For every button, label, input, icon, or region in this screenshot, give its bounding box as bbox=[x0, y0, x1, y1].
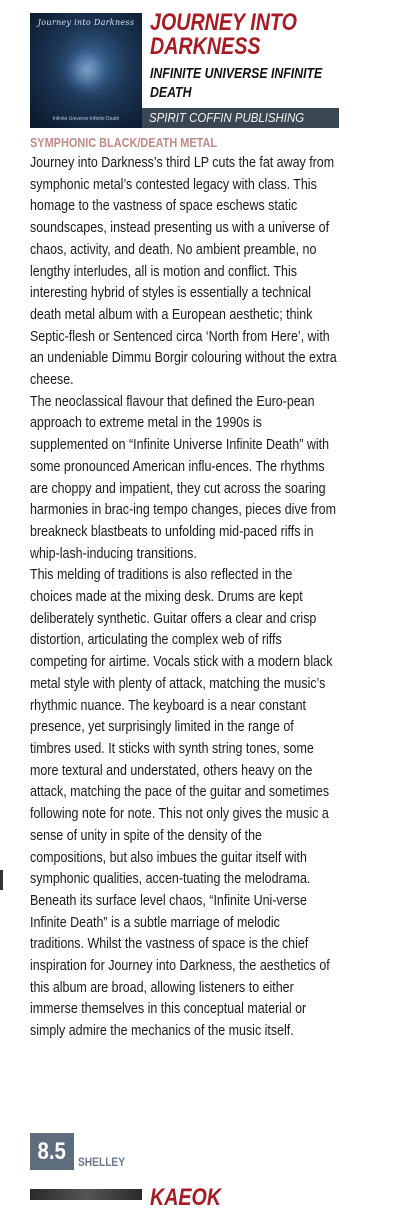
review-paragraph: Beneath its surface level chaos, “Infinite Uni-verse Infinite Death” is a subtle marriage of melodic traditions. Whilst the vastness of space is the chief inspiration for Journey into Darkness, the aesthetics of this album are broad, allowing listeners to either immerse themselves in this conceptual material or simply admire the mechanics of the music itself. bbox=[30, 891, 330, 1040]
review-paragraph: Journey into Darkness’s third LP cuts the fat away from symphonic metal’s contested legacy with class. This homage to the vastness of space eschews static soundscapes, instead presenting us with a universe of chaos, activity, and death. No ambient preamble, no lengthy interludes, all is motion and conflict. This interesting hybrid of styles is essentially a technical death metal album with a European aesthetic; think Septic-flesh or Sentenced circa ‘North from Here’, with an undeniable Dimmu Borgir colouring without the extra cheese. bbox=[30, 154, 337, 389]
page-edge-mark bbox=[0, 870, 3, 890]
record-label: SPIRIT COFFIN PUBLISHING bbox=[149, 110, 305, 125]
cover-band-logo: Journey into Darkness bbox=[37, 18, 135, 27]
review-body bbox=[30, 152, 337, 1042]
review-paragraph: The neoclassical flavour that defined the Euro-pean approach to extreme metal in the 1990s is supplemented on “Infinite Universe Infinite Death” with some pronounced American influ-ences. The rhythms are choppy and impatient, they cut across the soaring harmonies in brac-ing tempo changes, pieces dive from breakneck blastbeats to unfolding mid-paced riffs in whip-lash-inducing transitions. bbox=[30, 392, 336, 562]
reviewer-name: SHELLEY bbox=[78, 1155, 126, 1169]
score-value: 8.5 bbox=[37, 1138, 67, 1165]
cover-album-subtitle: Infinite Universe Infinite Death bbox=[52, 116, 120, 122]
next-band-name: KAEOK bbox=[150, 1184, 222, 1211]
cover-nebula bbox=[64, 47, 110, 93]
genre-tag: SYMPHONIC BLACK/DEATH METAL bbox=[30, 135, 218, 150]
band-name: JOURNEY INTO DARKNESS bbox=[150, 9, 297, 60]
album-title: INFINITE UNIVERSE INFINITE DEATH bbox=[150, 65, 323, 101]
album-cover bbox=[30, 13, 142, 128]
review-paragraph: This melding of traditions is also reflected in the choices made at the mixing desk. Drums are kept deliberately synthetic. Guitar offers a clear and crisp distortion, articulating the complex web of riffs competing for airtime. Vocals stick with a modern black metal style with plenty of attack, matching the music’s rhythmic nuance. The keyboard is a near constant presence, yet surprisingly limited in the range of timbres used. It sticks with synth string tones, some more textural and understated, others heavy on the attack, matching the pace of the guitar and sometimes following note for note. This not only gives the music a sense of unity in spite of the density of the compositions, but also imbues the guitar itself with symphonic qualities, accen-tuating the melodrama. bbox=[30, 566, 333, 888]
record-label-bar bbox=[142, 108, 339, 128]
score-badge bbox=[30, 1133, 74, 1170]
next-album-cover bbox=[30, 1189, 142, 1200]
